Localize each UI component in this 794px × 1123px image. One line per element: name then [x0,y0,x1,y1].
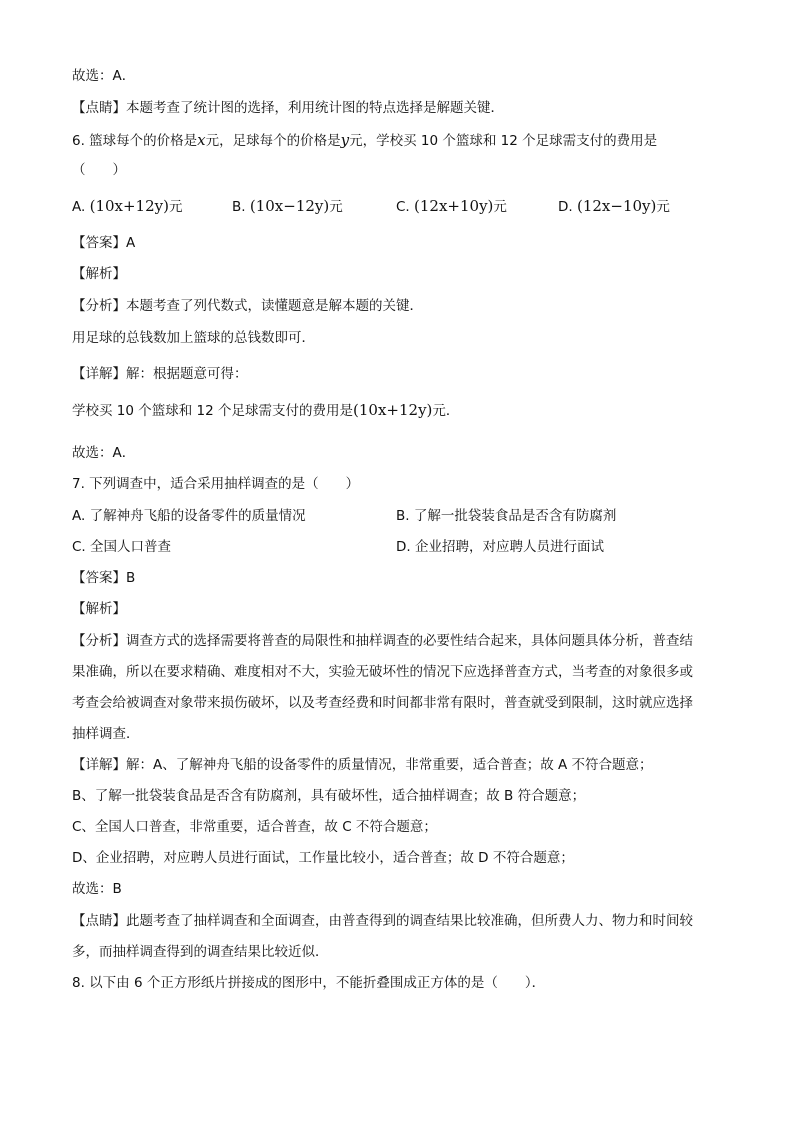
q7-analysis-heading: 【解析】 [72,601,126,617]
q6-option-a-unit: 元 [168,199,183,215]
q6-detail-2-expr: (10x+12y) [353,401,433,419]
q6-answer: 【答案】A [72,235,136,251]
q7-options-row-2 [72,537,734,557]
q6-option-d-unit: 元 [656,199,670,215]
q6-detail-2-unit: 元． [432,403,460,419]
q7-option-a: A. 了解神舟飞船的设备零件的质量情况 [72,508,306,524]
q6-stem [72,130,734,151]
q7-detail-line-2: B、了解一批袋装食品是否含有防腐剂，具有破坏性，适合抽样调查；故 B 符合题意； [72,788,586,804]
q6-option-b-expr: (10x−12y) [249,197,330,215]
q6-option-b-letter: B. [232,199,246,215]
q6-option-c [396,196,507,217]
q6-var-y: y [340,131,350,149]
q6-option-d [558,196,670,217]
q7-fenxi-line-3: 考查会给被调查对象带来损伤破坏，以及考查经费和时间都非常有限时，普查就受到限制，这时就应选择 [72,695,693,711]
q7-detail-line-3: C、全国人口普查，非常重要，适合普查，故 C 不符合题意； [72,819,437,835]
q6-option-a-expr: (10x+12y) [89,197,169,215]
q7-stem: 7. 下列调查中，适合采用抽样调查的是（ ） [72,476,360,492]
q6-option-a [72,196,182,217]
q6-fenxi-2: 用足球的总钱数加上篮球的总钱数即可． [72,330,315,346]
q6-stem-part1: 6. 篮球每个的价格是 [72,133,198,149]
q6-option-d-letter: D. [558,199,573,215]
q7-fenxi-line-1: 【分析】调查方式的选择需要将普查的局限性和抽样调查的必要性结合起来，具体问题具体分析，普查结 [72,633,693,649]
q7-option-d: D. 企业招聘，对应聘人员进行面试 [396,539,604,555]
q5-comment: 【点睛】本题考查了统计图的选择，利用统计图的特点选择是解题关键． [72,100,504,116]
q7-detail-line-4: D、企业招聘，对应聘人员进行面试，工作量比较小，适合普查；故 D 不符合题意； [72,850,574,866]
q7-answer: 【答案】B [72,570,136,586]
q7-fenxi-line-4: 抽样调查． [72,726,140,742]
q6-var-x: x [197,131,206,149]
q6-detail: 【详解】解：根据题意可得： [72,366,248,382]
q5-select-line: 故选：A． [72,68,136,84]
q7-comment-line-1: 【点睛】此题考查了抽样调查和全面调查，由普查得到的调查结果比较准确，但所费人力、物力和时间较 [72,913,693,929]
q7-options-row-1 [72,506,734,526]
q6-option-c-expr: (12x+10y) [414,197,494,215]
q7-option-c: C. 全国人口普查 [72,539,172,555]
q7-select: 故选：B [72,881,122,897]
q6-option-d-expr: (12x−10y) [576,197,657,215]
q6-paren: （ ） [72,162,126,178]
q6-fenxi: 【分析】本题考查了列代数式，读懂题意是解本题的关键． [72,298,423,314]
q6-stem-part3: 元，学校买 10 个篮球和 12 个足球需支付的费用是 [349,133,658,149]
q6-option-c-letter: C. [396,199,410,215]
q7-option-b: B. 了解一批袋装食品是否含有防腐剂 [396,508,617,524]
q6-select: 故选：A． [72,445,136,461]
q6-stem-part2: 元，足球每个的价格是 [205,133,341,149]
q7-fenxi-line-2: 果准确，所以在要求精确、难度相对不大，实验无破坏性的情况下应选择普查方式，当考查的对象很多或 [72,664,693,680]
q6-detail-2-text: 学校买 10 个篮球和 12 个足球需支付的费用是 [72,403,354,419]
q6-detail-2 [72,400,734,421]
q7-detail-line-1: 【详解】解：A、了解神舟飞船的设备零件的质量情况，非常重要，适合普查；故 A 不符合题意； [72,757,653,773]
q6-option-b-unit: 元 [329,199,343,215]
q6-option-b [232,196,343,217]
q8-stem: 8. 以下由 6 个正方形纸片拼接成的图形中，不能折叠围成正方体的是（ ）． [72,975,546,991]
q6-options [72,196,734,218]
q7-comment-line-2: 多，而抽样调查得到的调查结果比较近似． [72,944,329,960]
q6-option-c-unit: 元 [493,199,507,215]
q6-option-a-letter: A. [72,199,86,215]
q6-analysis-heading: 【解析】 [72,266,126,282]
